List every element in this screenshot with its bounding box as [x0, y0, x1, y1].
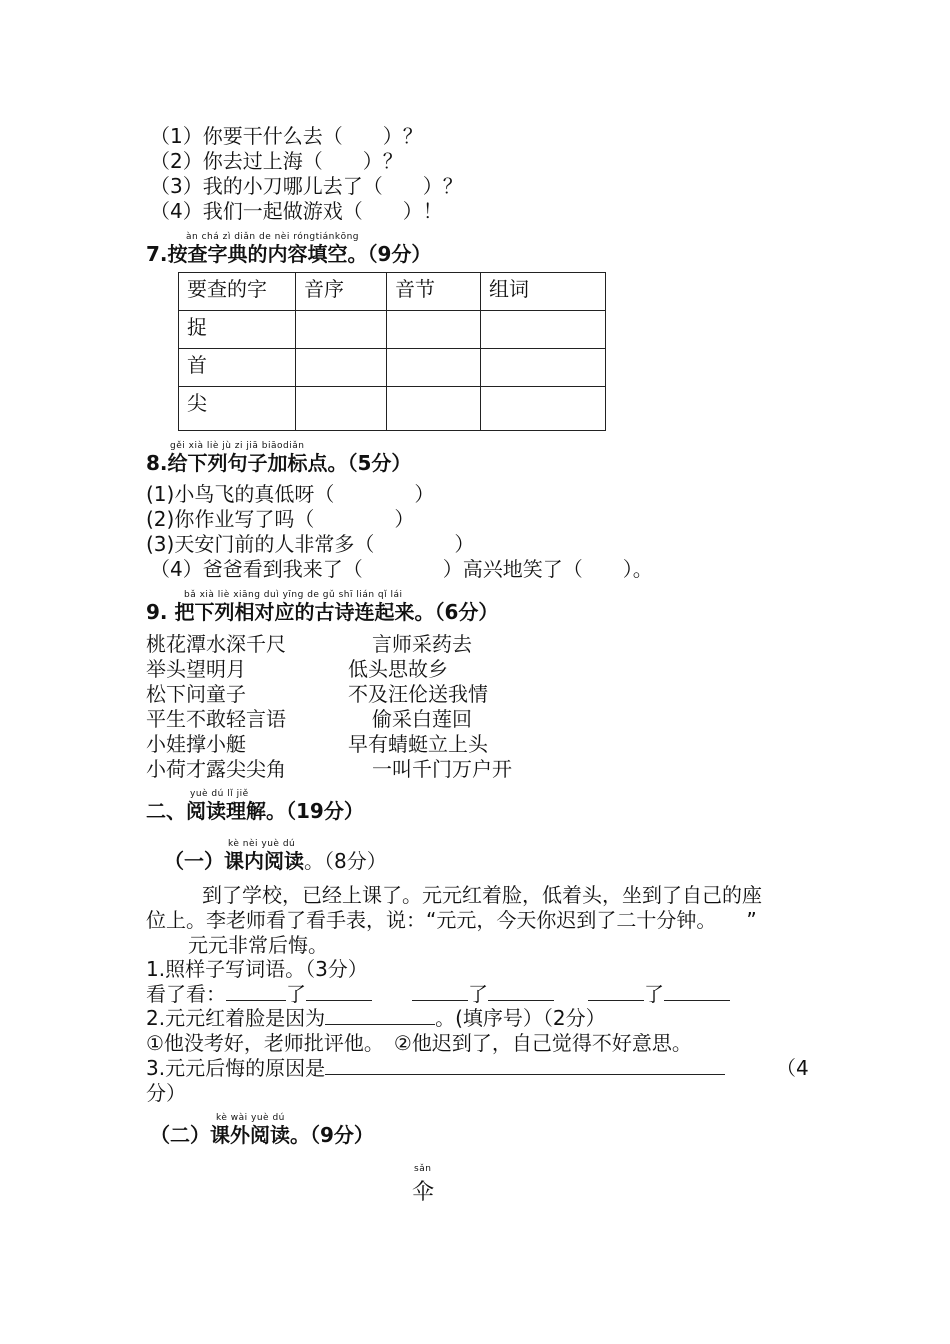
q8-item-3: (3)天安门前的人非常多（ ）	[146, 532, 475, 556]
table-cell-blank[interactable]	[387, 311, 481, 349]
q6-item-1: （1）你要干什么去（ ）？	[150, 124, 423, 148]
table-header: 要查的字	[179, 273, 296, 311]
answer-blank[interactable]	[412, 982, 468, 1001]
table-header: 音节	[387, 273, 481, 311]
q6-item-2: （2）你去过上海（ ）？	[150, 149, 403, 173]
q1-le: 了	[468, 982, 488, 1006]
q1-example: 看了看：	[146, 982, 226, 1006]
poem-left-3: 松下问童子	[146, 682, 246, 706]
answer-blank[interactable]	[226, 982, 286, 1001]
q6-item-4: （4）我们一起做游戏（ ）！	[150, 199, 443, 223]
passage-line-2: 位上。李老师看了看手表，说：“元元，今天你迟到了二十分钟。 ”	[146, 908, 757, 932]
part1-title-bold: （一）课内阅读	[164, 849, 304, 873]
part1-title-rest: 。（8分）	[304, 849, 387, 873]
q7-pinyin: àn chá zì diǎn de nèi róngtiánkōng	[186, 232, 360, 242]
poem-right-6: 一叫千门万户开	[372, 757, 512, 781]
table-cell-blank[interactable]	[296, 387, 387, 431]
answer-blank[interactable]	[488, 982, 554, 1001]
q9-title: 9. 把下列相对应的古诗连起来。（6分）	[146, 600, 499, 624]
q8-pinyin: gěi xià liè jù zi jiā biāodiǎn	[170, 441, 305, 451]
table-header: 音序	[296, 273, 387, 311]
poem-title-pinyin: sǎn	[414, 1164, 432, 1174]
poem-title: 伞	[412, 1180, 435, 1205]
q3-row	[146, 1056, 725, 1080]
q7-title: 7.按查字典的内容填空。（9分）	[146, 242, 432, 266]
passage-line-3: 元元非常后悔。	[188, 933, 328, 957]
part1-pinyin: kè nèi yuè dú	[228, 839, 296, 849]
table-cell-char: 首	[179, 349, 296, 387]
q8-title: 8.给下列句子加标点。（5分）	[146, 451, 412, 475]
poem-right-1: 言师采药去	[372, 632, 472, 656]
q9-pinyin: bǎ xià liè xiāng duì yīng de gǔ shī lián qǐ lái	[184, 590, 403, 600]
passage-line-1: 到了学校，已经上课了。元元红着脸，低着头，坐到了自己的座	[202, 883, 762, 907]
poem-right-4: 偷采白莲回	[372, 707, 472, 731]
answer-blank[interactable]	[325, 1056, 725, 1075]
q3-score-cont: 分）	[146, 1081, 186, 1105]
q8-item-1: (1)小鸟飞的真低呀（ ）	[146, 482, 435, 506]
poem-right-2: 低头思故乡	[348, 657, 448, 681]
part1-title	[164, 849, 387, 873]
dictionary-table	[178, 272, 606, 431]
q1-le: 了	[644, 982, 664, 1006]
answer-blank[interactable]	[588, 982, 644, 1001]
q2-row	[146, 1006, 606, 1030]
q2-options: ①他没考好，老师批评他。 ②他迟到了，自己觉得不好意思。	[146, 1031, 692, 1055]
q6-item-3: （3）我的小刀哪儿去了（ ）？	[150, 174, 463, 198]
table-header: 组词	[481, 273, 606, 311]
poem-left-2: 举头望明月	[146, 657, 246, 681]
q2-score: 。(填序号）（2分）	[435, 1006, 606, 1030]
q3-question: 3.元元后悔的原因是	[146, 1056, 326, 1080]
q3-score: （4	[776, 1056, 809, 1080]
q8-item-2: (2)你作业写了吗（ ）	[146, 507, 415, 531]
part2-pinyin: kè wài yuè dú	[216, 1113, 285, 1123]
table-cell-blank[interactable]	[481, 311, 606, 349]
section2-pinyin: yuè dú lǐ jiě	[190, 789, 249, 799]
poem-left-1: 桃花潭水深千尺	[146, 632, 286, 656]
table-cell-blank[interactable]	[481, 387, 606, 431]
q8-item-4: （4）爸爸看到我来了（ ）高兴地笑了（ ）。	[150, 557, 653, 581]
q1-le: 了	[286, 982, 306, 1006]
q2-question: 2.元元红着脸是因为	[146, 1006, 326, 1030]
poem-left-4: 平生不敢轻言语	[146, 707, 286, 731]
table-cell-char: 捉	[179, 311, 296, 349]
answer-blank[interactable]	[664, 982, 730, 1001]
table-cell-blank[interactable]	[387, 349, 481, 387]
poem-right-5: 早有蜻蜓立上头	[348, 732, 488, 756]
table-cell-char: 尖	[179, 387, 296, 431]
part2-title: （二）课外阅读。（9分）	[150, 1123, 374, 1147]
table-cell-blank[interactable]	[296, 311, 387, 349]
poem-right-3: 不及汪伦送我情	[348, 682, 488, 706]
q1-answer-row	[146, 982, 730, 1006]
table-cell-blank[interactable]	[387, 387, 481, 431]
table-cell-blank[interactable]	[481, 349, 606, 387]
section2-title: 二、阅读理解。（19分）	[146, 799, 364, 823]
table-cell-blank[interactable]	[296, 349, 387, 387]
answer-blank[interactable]	[306, 982, 372, 1001]
poem-left-6: 小荷才露尖尖角	[146, 757, 286, 781]
answer-blank[interactable]	[325, 1006, 435, 1025]
q1-title: 1.照样子写词语。（3分）	[146, 957, 368, 981]
poem-left-5: 小娃撑小艇	[146, 732, 246, 756]
